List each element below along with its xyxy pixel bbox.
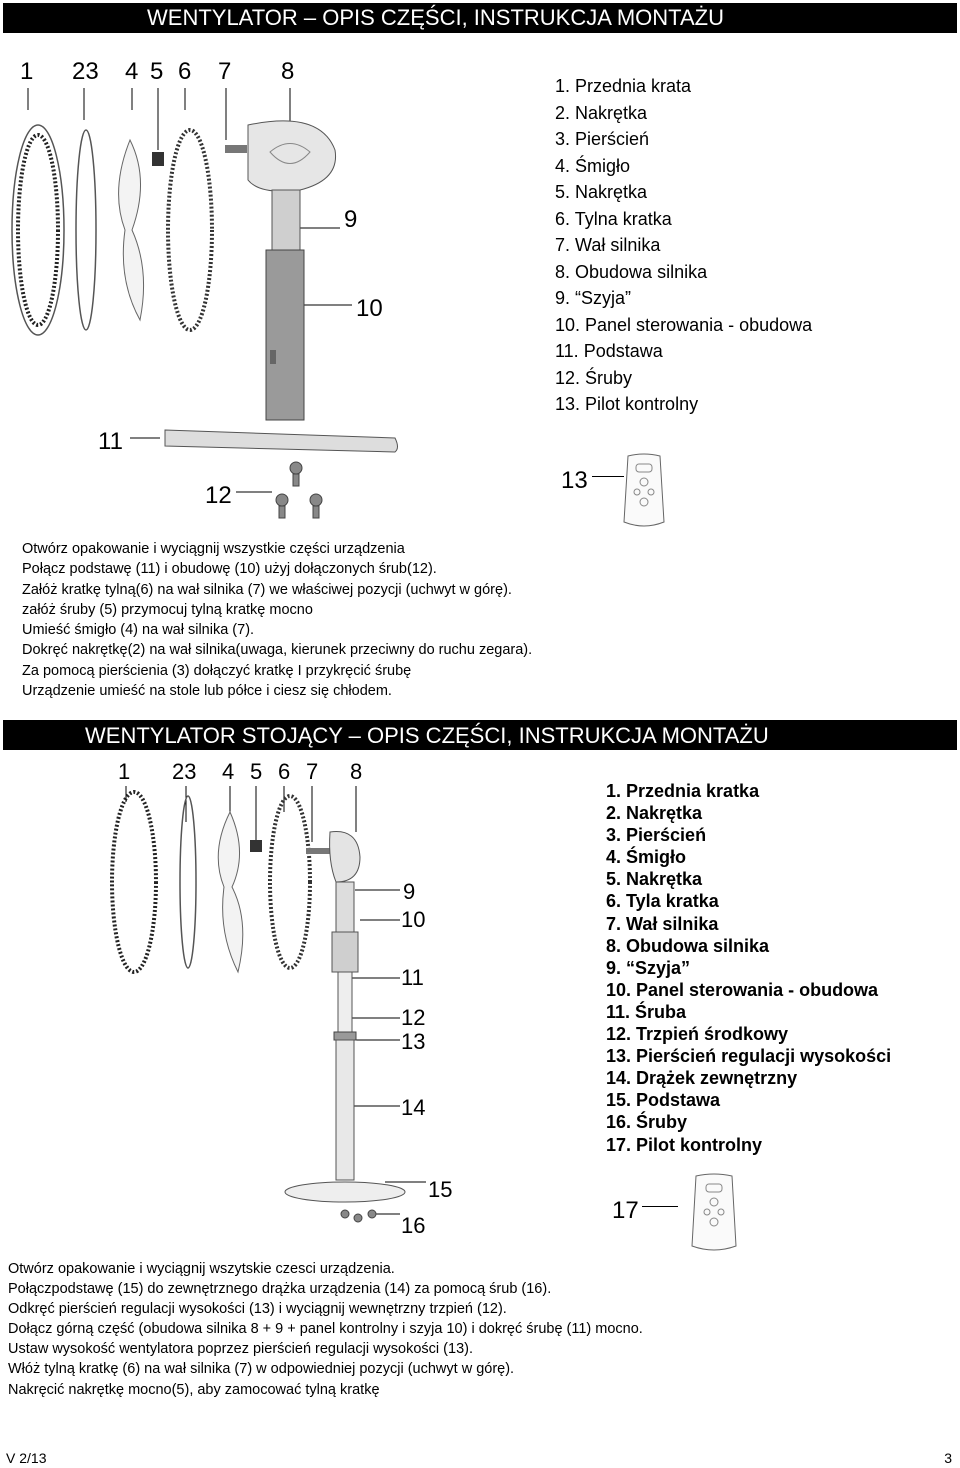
instruction-line: Ustaw wysokość wentylatora poprzez pierścień regulacji wysokości (13). (8, 1341, 473, 1358)
instruction-line: Nakręcić nakrętkę mocno(5), aby zamocować tylną kratkę (8, 1381, 380, 1398)
instruction-line: Otwórz opakowanie i wyciągnij wszytskie czesci urządzenia. (8, 1261, 395, 1277)
callout-11: 11 (401, 965, 424, 990)
callout-9: 9 (344, 206, 358, 233)
remote-control-icon (620, 452, 668, 532)
list-item: 13. Pierścień regulacji wysokości (606, 1046, 892, 1067)
list-item: 10. Panel sterowania - obudowa (606, 979, 879, 1000)
table-fan-exploded-drawing (0, 80, 420, 520)
callout-12: 12 (205, 482, 232, 509)
instruction-line: Umieść śmigło (4) na wał silnika (7). (22, 622, 255, 639)
callout-1: 1 (20, 58, 34, 85)
callout-7: 7 (218, 58, 232, 85)
instruction-line: Włóż tylną kratkę (6) na wał silnika (7) w odpowiedniej pozycji (uchwyt w górę). (8, 1361, 515, 1378)
callout-5: 5 (250, 759, 263, 784)
list-item: 15. Podstawa (606, 1090, 721, 1111)
list-item: 16. Śruby (606, 1112, 688, 1133)
instruction-line: Dołącz górną część (obudowa silnika 8 + 9 + panel kontrolny i szyja 10) i dokręć śrubę (11) mocno. (8, 1321, 643, 1338)
list-item: 5. Nakrętka (555, 182, 648, 202)
callout-11: 11 (98, 428, 123, 455)
instruction-line: Załóż kratkę tylną(6) na wał silnika (7) we właściwej pozycji (uchwyt w górę). (22, 581, 512, 598)
list-item: 2. Nakrętka (555, 102, 648, 123)
callout-1: 1 (118, 759, 131, 784)
section1-instructions (22, 539, 532, 701)
callout-10: 10 (401, 907, 426, 932)
callout-2-3: 23 (172, 759, 197, 784)
callout-4: 4 (125, 58, 139, 85)
section2-instructions (8, 1259, 643, 1400)
callout-10: 10 (356, 295, 383, 322)
list-item: 10. Panel sterowania - obudowa (555, 314, 813, 335)
callout-8: 8 (281, 58, 295, 85)
callout-2-3: 23 (72, 58, 99, 85)
callout-9: 9 (403, 879, 416, 904)
list-item: 14. Drążek zewnętrzny (606, 1068, 798, 1089)
list-item: 17. Pilot kontrolny (606, 1134, 763, 1155)
callout-6: 6 (278, 759, 291, 784)
list-item: 1. Przednia kratka (606, 781, 760, 801)
callout-6: 6 (178, 58, 192, 85)
list-item: 1. Przednia krata (555, 76, 692, 96)
standing-fan-exploded-drawing (90, 782, 453, 1242)
callout-16: 16 (401, 1213, 426, 1238)
callout-15: 15 (428, 1177, 453, 1202)
list-item: 3. Pierścień (555, 129, 650, 149)
section1-parts-list (555, 73, 812, 418)
section2-title: WENTYLATOR STOJĄCY – OPIS CZĘŚCI, INSTRUKCJA MONTAŻU (3, 720, 957, 750)
callout-5: 5 (150, 58, 164, 85)
list-item: 2. Nakrętka (606, 803, 703, 824)
list-item: 8. Obudowa silnika (555, 261, 708, 282)
callout-4: 4 (222, 759, 235, 784)
list-item: 4. Śmigło (606, 847, 687, 868)
list-item: 9. “Szyja” (555, 288, 632, 308)
section2-parts-list (606, 780, 891, 1156)
instruction-line: Połącz podstawę (11) i obudowę (10) użyj dołączonych śrub(12). (22, 561, 437, 578)
callout-8: 8 (350, 759, 363, 784)
page-number: 3 (944, 1450, 952, 1466)
list-item: 12. Trzpień środkowy (606, 1024, 789, 1045)
instruction-line: Dokręć nakrętkę(2) na wał silnika(uwaga, kierunek przeciwny do ruchu zegara). (22, 642, 533, 659)
instruction-line: załóż śruby (5) przymocuj tylną kratkę mocno (22, 601, 313, 618)
section1-title: WENTYLATOR – OPIS CZĘŚCI, INSTRUKCJA MONTAŻU (3, 3, 957, 33)
list-item: 7. Wał silnika (555, 235, 661, 255)
callout-13: 13 (401, 1029, 426, 1054)
list-item: 8. Obudowa silnika (606, 935, 770, 956)
remote-control-icon (688, 1172, 740, 1256)
instruction-line: Otwórz opakowanie i wyciągnij wszystkie części urządzenia (22, 541, 405, 557)
instruction-line: Połączpodstawę (15) do zewnętrznego drążka urządzenia (14) za pomocą śrub (16). (8, 1281, 552, 1298)
footer-version: V 2/13 (6, 1450, 47, 1466)
list-item: 12. Śruby (555, 367, 633, 388)
list-item: 3. Pierścień (606, 825, 707, 846)
list-item: 7. Wał silnika (606, 913, 719, 934)
callout-14: 14 (401, 1095, 426, 1120)
list-item: 13. Pilot kontrolny (555, 394, 699, 414)
list-item: 9. “Szyja” (606, 957, 691, 978)
list-item: 5. Nakrętka (606, 869, 703, 890)
list-item: 4. Śmigło (555, 155, 631, 176)
instruction-line: Urządzenie umieść na stole lub półce i ciesz się chłodem. (22, 683, 392, 700)
callout-7: 7 (306, 759, 319, 784)
list-item: 11. Podstawa (555, 341, 663, 361)
remote-leader-line (642, 1206, 678, 1207)
remote-callout-13: 13 (561, 467, 588, 494)
remote-callout-17: 17 (612, 1197, 639, 1224)
callout-12: 12 (401, 1005, 426, 1030)
instruction-line: Odkręć pierścień regulacji wysokości (13) i wyciągnij wewnętrzny trzpień (12). (8, 1301, 507, 1318)
list-item: 6. Tyla kratka (606, 891, 719, 912)
list-item: 11. Śruba (606, 1001, 687, 1022)
instruction-line: Za pomocą pierścienia (3) dołączyć kratkę I przykręcić śrubę (22, 662, 412, 679)
list-item: 6. Tylna kratka (555, 208, 672, 229)
